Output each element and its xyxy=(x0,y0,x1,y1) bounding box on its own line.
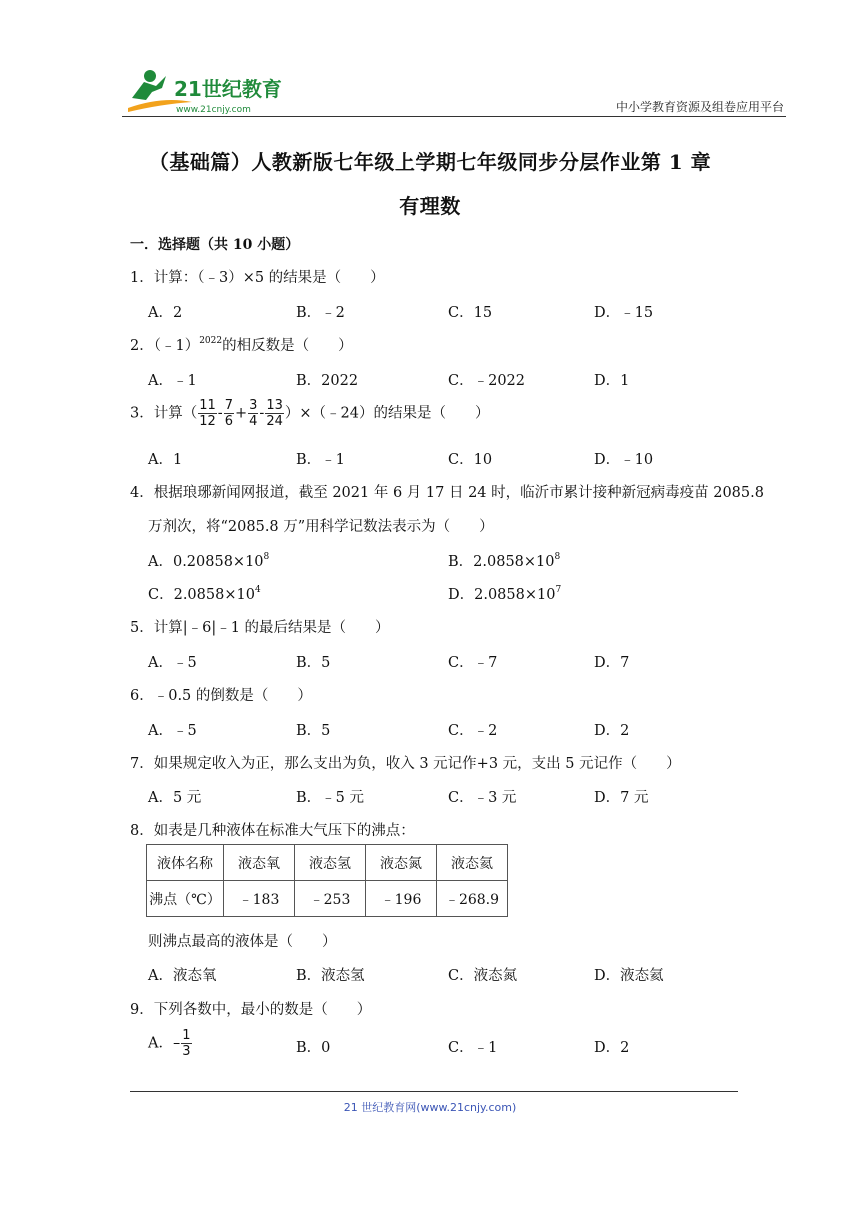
question-8-follow: 则沸点最高的液体是（ ） xyxy=(148,934,337,950)
q8-option-b: B．液态氢 xyxy=(296,968,365,984)
page-title-line2: 有理数 xyxy=(399,194,461,218)
table-cell: 沸点（℃） xyxy=(147,881,224,917)
question-9: 9．下列各数中，最小的数是（ ） xyxy=(130,1002,372,1018)
q6-option-a: A．﹣5 xyxy=(148,723,197,739)
q6-option-d: D．2 xyxy=(594,723,630,739)
q1-option-a: A．2 xyxy=(148,305,183,321)
q5-option-b: B．5 xyxy=(296,655,331,671)
fraction: $\frac{3}{4}$ xyxy=(249,398,258,429)
question-4-line1: 4．根据琅琊新闻网报道，截至 2021 年 6 月 17 日 24 时，临沂市累计接种新冠病毒疫苗 2085.8 xyxy=(130,485,764,501)
table-cell: ﹣183 xyxy=(224,881,295,917)
q8-option-d: D．液态氦 xyxy=(594,968,664,984)
q3-option-b: B．﹣1 xyxy=(296,452,345,468)
logo-head-icon xyxy=(144,70,156,82)
q3-option-a: A．1 xyxy=(148,452,183,468)
header-divider xyxy=(122,116,786,117)
table-cell: ﹣196 xyxy=(366,881,437,917)
question-3: 3．计算（ $\frac{11}{12}$ - $\frac{7}{6}$ + $\frac{3}{4}$ - $\frac{13}{24}$ ）×（﹣24）的结果是（ ） xyxy=(130,398,490,429)
platform-name: 中小学教育资源及组卷应用平台 xyxy=(615,100,784,114)
question-7: 7．如果规定收入为正，那么支出为负，收入 3 元记作+3 元，支出 5 元记作（ ） xyxy=(130,756,681,772)
q2-option-a: A．﹣1 xyxy=(148,373,197,389)
table-cell: 液态氢 xyxy=(295,845,366,881)
svg-text:21世纪教育: 21世纪教育 xyxy=(174,77,282,101)
svg-text:www.21cnjy.com: www.21cnjy.com xyxy=(176,105,251,115)
question-5: 5．计算|﹣6|﹣1 的最后结果是（ ） xyxy=(130,620,390,636)
q5-option-d: D．7 xyxy=(594,655,630,671)
question-4-line2: 万剂次，将“2085.8 万”用科学记数法表示为（ ） xyxy=(148,519,494,535)
table-cell: ﹣253 xyxy=(295,881,366,917)
fraction: $\frac{1}{3}$ xyxy=(182,1028,191,1059)
q9-option-c: C．﹣1 xyxy=(448,1040,498,1056)
q8-option-c: C．液态氮 xyxy=(448,968,518,984)
q6-option-b: B．5 xyxy=(296,723,331,739)
q2-option-d: D．1 xyxy=(594,373,630,389)
q4-option-c: C．$2.0858\times 10^4$ xyxy=(148,585,261,603)
q5-option-c: C．﹣7 xyxy=(448,655,498,671)
fraction: $\frac{13}{24}$ xyxy=(266,398,283,429)
brand-logo xyxy=(122,68,292,116)
table-cell: 液体名称 xyxy=(147,845,224,881)
table-row xyxy=(147,845,508,881)
q7-option-a: A．5 元 xyxy=(148,790,202,806)
table-cell: 液态氮 xyxy=(366,845,437,881)
q6-option-c: C．﹣2 xyxy=(448,723,498,739)
q1-option-d: D．﹣15 xyxy=(594,305,654,321)
fraction: $\frac{11}{12}$ xyxy=(199,398,216,429)
q5-option-a: A．﹣5 xyxy=(148,655,197,671)
q9-option-b: B．0 xyxy=(296,1040,331,1056)
q8-option-a: A．液态氧 xyxy=(148,968,217,984)
footer-divider xyxy=(130,1091,738,1092)
q9-option-d: D．2 xyxy=(594,1040,630,1056)
q1-option-c: C．15 xyxy=(448,305,493,321)
question-8: 8．如表是几种液体在标准大气压下的沸点： xyxy=(130,823,415,839)
question-2: 2．（﹣1）$^{2022}$的相反数是（ ） xyxy=(130,336,353,354)
q2-option-b: B．2022 xyxy=(296,373,359,389)
q9-option-a: A．– $\frac{1}{3}$ xyxy=(148,1028,191,1059)
table-row xyxy=(147,881,508,917)
page-title: （基础篇）人教新版七年级上学期七年级同步分层作业第 1 章 xyxy=(148,150,712,174)
footer-link[interactable]: 21 世纪教育网(www.21cnjy.com) xyxy=(343,1101,517,1114)
q7-option-b: B．﹣5 元 xyxy=(296,790,364,806)
boiling-point-table xyxy=(146,844,508,917)
question-6: 6．﹣0.5 的倒数是（ ） xyxy=(130,688,312,704)
q4-option-d: D．$2.0858\times 10^7$ xyxy=(448,585,562,603)
q4-option-b: B．$2.0858\times 10^8$ xyxy=(448,552,561,570)
table-cell: 液态氧 xyxy=(224,845,295,881)
q2-option-c: C．﹣2022 xyxy=(448,373,525,389)
q7-option-c: C．﹣3 元 xyxy=(448,790,517,806)
fraction: $\frac{7}{6}$ xyxy=(224,398,233,429)
section-title: 一．选择题（共 10 小题） xyxy=(130,237,300,253)
q3-option-c: C．10 xyxy=(448,452,493,468)
q7-option-d: D．7 元 xyxy=(594,790,649,806)
table-cell: 液态氦 xyxy=(437,845,508,881)
table-cell: ﹣268.9 xyxy=(437,881,508,917)
q3-option-d: D．﹣10 xyxy=(594,452,654,468)
q4-option-a: A．$0.20858\times 10^8$ xyxy=(148,552,270,570)
q1-option-b: B．﹣2 xyxy=(296,305,345,321)
question-1: 1．计算：（﹣3）×5 的结果是（ ） xyxy=(130,270,385,286)
